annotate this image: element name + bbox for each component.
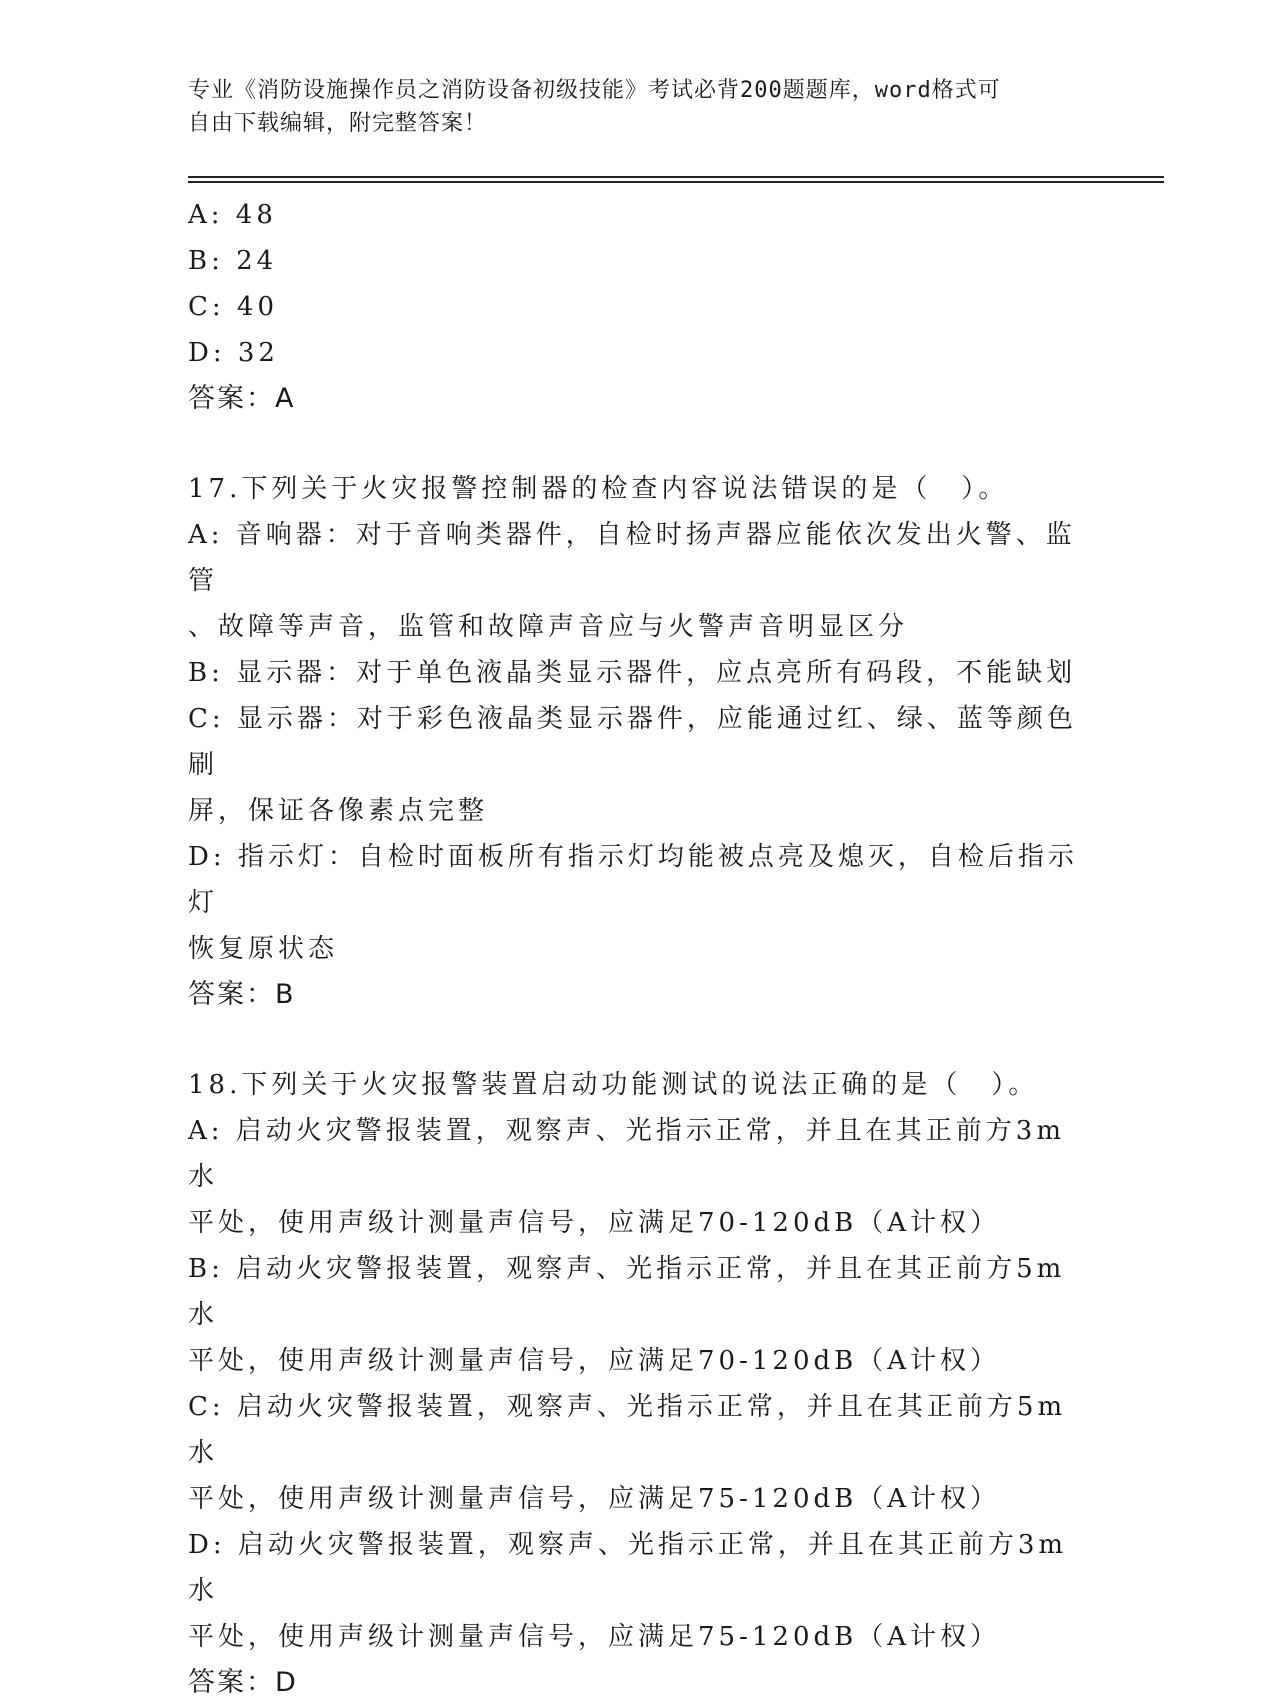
option-a-line-1: A: 启动火灾警报装置，观察声、光指示正常，并且在其正前方3m水: [188, 1116, 1065, 1192]
question-stem: 18.下列关于火灾报警装置启动功能测试的说法正确的是（ ）。: [188, 1070, 1039, 1100]
spacer: [188, 1018, 1088, 1062]
option-c-line-1: C: 启动火灾警报装置，观察声、光指示正常，并且在其正前方5m水: [188, 1392, 1067, 1468]
option-a: A: 48: [188, 200, 277, 230]
header-line-2: 自由下载编辑，附完整答案！: [188, 111, 488, 136]
option-b-line-2: 平处，使用声级计测量声信号，应满足70-120dB（A计权）: [188, 1346, 1001, 1376]
document-header: [188, 74, 1078, 140]
option-c-line-1: C: 显示器：对于彩色液晶类显示器件，应能通过红、绿、蓝等颜色刷: [188, 704, 1077, 780]
option-d-line-1: D: 启动火灾警报装置，观察声、光指示正常，并且在其正前方3m水: [188, 1530, 1068, 1606]
option-d: D: 32: [188, 338, 279, 368]
option-d-line-1: D: 指示灯：自检时面板所有指示灯均能被点亮及熄灭，自检后指示灯: [188, 842, 1078, 918]
option-d-line-2: 平处，使用声级计测量声信号，应满足75-120dB（A计权）: [188, 1622, 1001, 1652]
question-18: [188, 1062, 1088, 1706]
option-a-line-2: 、故障等声音，监管和故障声音应与火警声音明显区分: [188, 612, 909, 642]
question-17: [188, 466, 1088, 1018]
option-c-line-2: 平处，使用声级计测量声信号，应满足75-120dB（A计权）: [188, 1484, 1001, 1514]
answer-line: 答案：A: [188, 383, 296, 414]
option-d-line-2: 恢复原状态: [188, 934, 339, 964]
answer-line: 答案：D: [188, 1667, 298, 1698]
option-c: C: 40: [188, 292, 279, 322]
option-c-line-2: 屏，保证各像素点完整: [188, 796, 489, 826]
option-a-line-1: A: 音响器：对于音响类器件，自检时扬声器应能依次发出火警、监管: [188, 520, 1076, 596]
option-a-line-2: 平处，使用声级计测量声信号，应满足70-120dB（A计权）: [188, 1208, 1001, 1238]
header-divider-top: [188, 176, 1164, 178]
option-b: B: 24: [188, 246, 278, 276]
question-16-tail: [188, 192, 1088, 422]
option-b-line-1: B: 启动火灾警报装置，观察声、光指示正常，并且在其正前方5m水: [188, 1254, 1066, 1330]
answer-line: 答案：B: [188, 979, 296, 1010]
option-b-line-1: B: 显示器：对于单色液晶类显示器件，应点亮所有码段，不能缺划: [188, 658, 1077, 688]
question-stem: 17.下列关于火灾报警控制器的检查内容说法错误的是（ ）。: [188, 474, 1009, 504]
header-line-1: 专业《消防设施操作员之消防设备初级技能》考试必背200题题库，word格式可: [188, 78, 1001, 103]
document-body: [188, 192, 1088, 1706]
header-divider-bottom: [188, 181, 1164, 183]
spacer: [188, 422, 1088, 466]
